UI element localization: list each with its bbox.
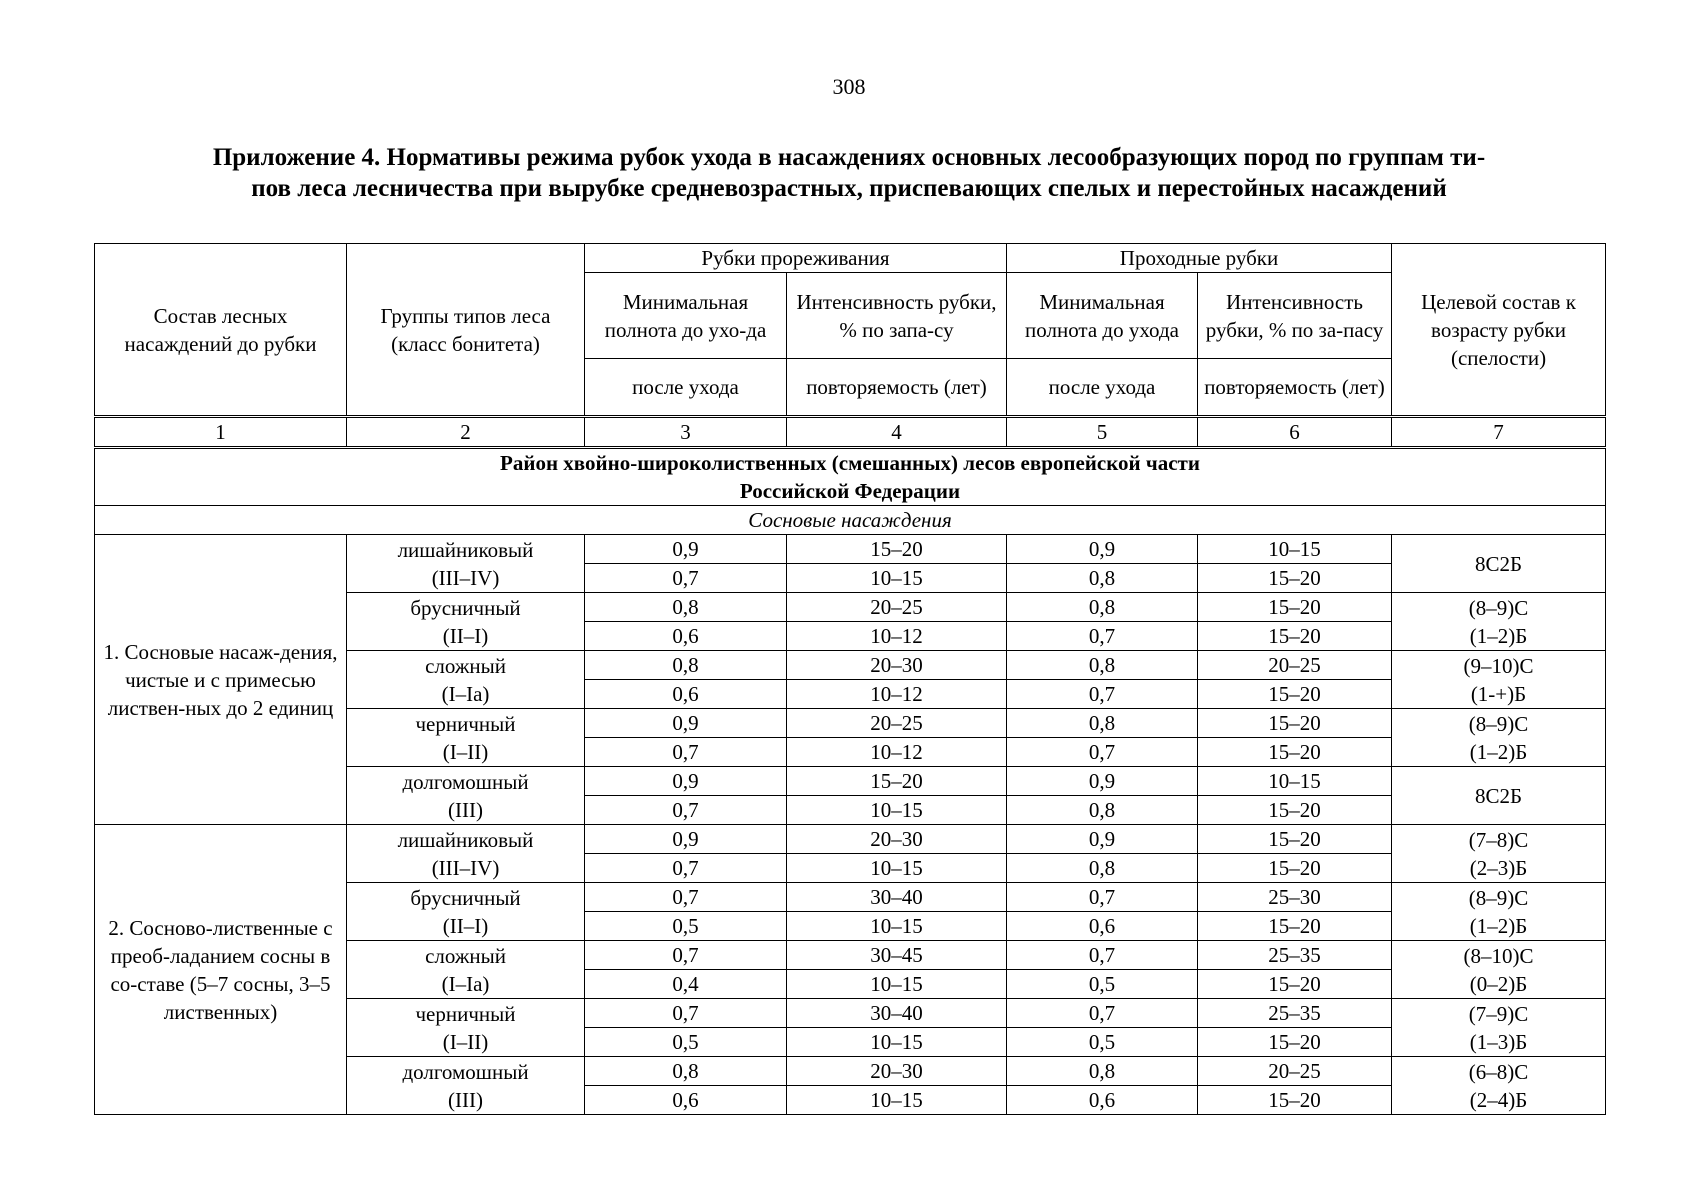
value-cell-col-5: 0,7 <box>1007 738 1198 767</box>
target-composition-line: (1-+)Б <box>1470 681 1527 706</box>
forest-type-bonitet: (III–IV) <box>431 855 500 880</box>
region-heading <box>95 448 1606 506</box>
value-cell-col-3: 0,7 <box>585 796 787 825</box>
value-cell-col-6: 15–20 <box>1198 564 1392 593</box>
target-composition-cell <box>1392 999 1606 1057</box>
value-cell-col-4: 10–15 <box>787 854 1007 883</box>
region-line-1: Район хвойно-широколиственных (смешанных) лесов европейской части <box>500 451 1200 475</box>
value-cell-col-3: 0,7 <box>585 883 787 912</box>
forest-type-name: брусничный <box>410 595 521 620</box>
header-repeat-4: повторяемость (лет) <box>787 359 1007 417</box>
header-after-care-3: после ухода <box>585 359 787 417</box>
value-cell-col-3: 0,4 <box>585 970 787 999</box>
target-composition-line: (9–10)С <box>1463 653 1534 678</box>
value-cell-col-6: 20–25 <box>1198 651 1392 680</box>
value-cell-col-6: 15–20 <box>1198 912 1392 941</box>
target-composition-cell <box>1392 825 1606 883</box>
value-cell-col-5: 0,9 <box>1007 825 1198 854</box>
forest-type-name: черничный <box>415 1001 516 1026</box>
value-cell-col-5: 0,8 <box>1007 593 1198 622</box>
target-composition-line: (0–2)Б <box>1469 971 1528 996</box>
title-line-2: пов леса лесничества при вырубке средневозрастных, приспевающих спелых и перестойных насаждений <box>251 175 1447 202</box>
header-intensity-passing: Интенсивность рубки, % по за-пасу <box>1198 273 1392 359</box>
forest-type-name: долгомошный <box>402 769 529 794</box>
table-row <box>95 535 1606 564</box>
value-cell-col-6: 15–20 <box>1198 680 1392 709</box>
column-number-5: 5 <box>1007 417 1198 448</box>
value-cell-col-3: 0,5 <box>585 1028 787 1057</box>
target-composition-cell <box>1392 883 1606 941</box>
target-composition-line: 8С2Б <box>1474 551 1523 576</box>
target-composition-line: (2–3)Б <box>1469 855 1528 880</box>
value-cell-col-5: 0,7 <box>1007 680 1198 709</box>
group-composition-cell: 2. Сосново-лиственные с преоб-ладанием сосны в со-ставе (5–7 сосны, 3–5 лиственных) <box>95 825 347 1115</box>
forest-type-bonitet: (I–II) <box>442 739 489 764</box>
value-cell-col-5: 0,8 <box>1007 709 1198 738</box>
value-cell-col-4: 10–15 <box>787 564 1007 593</box>
target-composition-line: (8–9)С <box>1468 711 1529 736</box>
value-cell-col-4: 20–30 <box>787 1057 1007 1086</box>
value-cell-col-3: 0,7 <box>585 999 787 1028</box>
target-composition-line: (8–10)С <box>1463 943 1534 968</box>
target-composition-line: (6–8)С <box>1468 1059 1529 1084</box>
value-cell-col-3: 0,6 <box>585 622 787 651</box>
value-cell-col-5: 0,5 <box>1007 1028 1198 1057</box>
value-cell-col-6: 25–35 <box>1198 941 1392 970</box>
value-cell-col-3: 0,5 <box>585 912 787 941</box>
value-cell-col-4: 10–15 <box>787 1086 1007 1115</box>
value-cell-col-3: 0,7 <box>585 941 787 970</box>
value-cell-col-3: 0,6 <box>585 1086 787 1115</box>
target-composition-line: 8С2Б <box>1474 783 1523 808</box>
value-cell-col-6: 15–20 <box>1198 796 1392 825</box>
value-cell-col-5: 0,9 <box>1007 535 1198 564</box>
value-cell-col-3: 0,7 <box>585 738 787 767</box>
value-cell-col-4: 20–30 <box>787 651 1007 680</box>
header-intensity-thinning: Интенсивность рубки, % по запа-су <box>787 273 1007 359</box>
forest-type-cell <box>347 535 585 593</box>
header-after-care-5: после ухода <box>1007 359 1198 417</box>
value-cell-col-6: 15–20 <box>1198 970 1392 999</box>
value-cell-col-4: 10–15 <box>787 796 1007 825</box>
value-cell-col-6: 20–25 <box>1198 1057 1392 1086</box>
value-cell-col-3: 0,9 <box>585 535 787 564</box>
column-number-6: 6 <box>1198 417 1392 448</box>
value-cell-col-5: 0,8 <box>1007 1057 1198 1086</box>
value-cell-col-5: 0,7 <box>1007 999 1198 1028</box>
value-cell-col-4: 15–20 <box>787 535 1007 564</box>
value-cell-col-6: 15–20 <box>1198 622 1392 651</box>
value-cell-col-4: 10–12 <box>787 738 1007 767</box>
value-cell-col-4: 20–25 <box>787 709 1007 738</box>
forest-type-cell <box>347 1057 585 1115</box>
target-composition-cell <box>1392 651 1606 709</box>
group-composition-cell: 1. Сосновые насаж-дения, чистые и с примесью листвен-ных до 2 единиц <box>95 535 347 825</box>
value-cell-col-3: 0,8 <box>585 651 787 680</box>
value-cell-col-6: 15–20 <box>1198 1086 1392 1115</box>
value-cell-col-4: 20–25 <box>787 593 1007 622</box>
value-cell-col-6: 15–20 <box>1198 709 1392 738</box>
target-composition-line: (1–2)Б <box>1469 623 1528 648</box>
forest-type-bonitet: (III–IV) <box>431 565 500 590</box>
value-cell-col-3: 0,9 <box>585 767 787 796</box>
column-number-4: 4 <box>787 417 1007 448</box>
target-composition-cell <box>1392 1057 1606 1115</box>
title-line-1: Приложение 4. Нормативы режима рубок ухода в насаждениях основных лесообразующих пород по группам ти- <box>212 144 1486 171</box>
column-number-7: 7 <box>1392 417 1606 448</box>
value-cell-col-6: 25–35 <box>1198 999 1392 1028</box>
column-number-3: 3 <box>585 417 787 448</box>
target-composition-cell <box>1392 709 1606 767</box>
appendix-title <box>110 142 1588 204</box>
target-composition-line: (8–9)С <box>1468 885 1529 910</box>
value-cell-col-5: 0,8 <box>1007 854 1198 883</box>
forest-type-bonitet: (I–II) <box>442 1029 489 1054</box>
value-cell-col-6: 15–20 <box>1198 825 1392 854</box>
header-composition: Состав лесных насаждений до рубки <box>95 244 347 417</box>
forest-type-bonitet: (III) <box>448 1087 483 1112</box>
value-cell-col-5: 0,7 <box>1007 883 1198 912</box>
forest-type-name: лишайниковый <box>397 827 534 852</box>
value-cell-col-5: 0,7 <box>1007 622 1198 651</box>
value-cell-col-5: 0,6 <box>1007 912 1198 941</box>
value-cell-col-4: 30–40 <box>787 999 1007 1028</box>
header-min-density-passing: Минимальная полнота до ухода <box>1007 273 1198 359</box>
page-number: 308 <box>832 74 866 99</box>
forest-type-name: сложный <box>425 943 506 968</box>
value-cell-col-6: 25–30 <box>1198 883 1392 912</box>
value-cell-col-3: 0,6 <box>585 680 787 709</box>
header-repeat-6: повторяемость (лет) <box>1198 359 1392 417</box>
value-cell-col-5: 0,6 <box>1007 1086 1198 1115</box>
column-number-2: 2 <box>347 417 585 448</box>
forest-type-cell <box>347 709 585 767</box>
header-forest-type-groups: Группы типов леса (класс бонитета) <box>347 244 585 417</box>
value-cell-col-6: 15–20 <box>1198 738 1392 767</box>
target-composition-line: (7–9)С <box>1468 1001 1529 1026</box>
value-cell-col-5: 0,8 <box>1007 651 1198 680</box>
target-composition-cell <box>1392 593 1606 651</box>
value-cell-col-4: 30–40 <box>787 883 1007 912</box>
target-composition-cell <box>1392 941 1606 999</box>
forest-type-cell <box>347 941 585 999</box>
forest-type-bonitet: (II–I) <box>442 913 489 938</box>
header-passing-cuts: Проходные рубки <box>1007 244 1392 273</box>
value-cell-col-3: 0,9 <box>585 709 787 738</box>
forest-type-name: сложный <box>425 653 506 678</box>
value-cell-col-3: 0,8 <box>585 1057 787 1086</box>
forest-type-cell <box>347 651 585 709</box>
target-composition-line: (1–3)Б <box>1469 1029 1528 1054</box>
subregion-heading: Сосновые насаждения <box>95 506 1606 535</box>
value-cell-col-6: 15–20 <box>1198 854 1392 883</box>
forest-type-cell <box>347 767 585 825</box>
forest-type-name: долгомошный <box>402 1059 529 1084</box>
forest-type-name: брусничный <box>410 885 521 910</box>
forest-type-cell <box>347 999 585 1057</box>
target-composition-line: (2–4)Б <box>1469 1087 1528 1112</box>
value-cell-col-5: 0,5 <box>1007 970 1198 999</box>
value-cell-col-4: 15–20 <box>787 767 1007 796</box>
value-cell-col-4: 10–12 <box>787 622 1007 651</box>
forest-type-cell <box>347 825 585 883</box>
header-min-density-thinning: Минимальная полнота до ухо-да <box>585 273 787 359</box>
value-cell-col-6: 10–15 <box>1198 535 1392 564</box>
value-cell-col-5: 0,9 <box>1007 767 1198 796</box>
target-composition-cell <box>1392 767 1606 825</box>
value-cell-col-4: 10–15 <box>787 970 1007 999</box>
forest-type-cell <box>347 883 585 941</box>
value-cell-col-3: 0,7 <box>585 854 787 883</box>
value-cell-col-5: 0,8 <box>1007 564 1198 593</box>
value-cell-col-6: 15–20 <box>1198 593 1392 622</box>
forest-type-name: черничный <box>415 711 516 736</box>
table-row <box>95 825 1606 854</box>
value-cell-col-3: 0,9 <box>585 825 787 854</box>
header-target-composition: Целевой состав к возрасту рубки (спелости) <box>1392 244 1606 417</box>
header-thinning: Рубки прореживания <box>585 244 1007 273</box>
forest-type-bonitet: (III) <box>448 797 483 822</box>
value-cell-col-4: 20–30 <box>787 825 1007 854</box>
forest-type-cell <box>347 593 585 651</box>
forest-type-name: лишайниковый <box>397 537 534 562</box>
value-cell-col-3: 0,8 <box>585 593 787 622</box>
forest-type-bonitet: (I–Ia) <box>441 971 490 996</box>
value-cell-col-5: 0,8 <box>1007 796 1198 825</box>
forest-type-bonitet: (I–Ia) <box>441 681 490 706</box>
value-cell-col-5: 0,7 <box>1007 941 1198 970</box>
value-cell-col-3: 0,7 <box>585 564 787 593</box>
target-composition-cell <box>1392 535 1606 593</box>
target-composition-line: (7–8)С <box>1468 827 1529 852</box>
value-cell-col-6: 15–20 <box>1198 1028 1392 1057</box>
value-cell-col-4: 30–45 <box>787 941 1007 970</box>
norms-table <box>94 243 1606 1115</box>
value-cell-col-6: 10–15 <box>1198 767 1392 796</box>
target-composition-line: (1–2)Б <box>1469 739 1528 764</box>
forest-type-bonitet: (II–I) <box>442 623 489 648</box>
column-number-1: 1 <box>95 417 347 448</box>
target-composition-line: (1–2)Б <box>1469 913 1528 938</box>
value-cell-col-4: 10–12 <box>787 680 1007 709</box>
value-cell-col-4: 10–15 <box>787 912 1007 941</box>
region-line-2: Российской Федерации <box>739 479 961 503</box>
value-cell-col-4: 10–15 <box>787 1028 1007 1057</box>
target-composition-line: (8–9)С <box>1468 595 1529 620</box>
